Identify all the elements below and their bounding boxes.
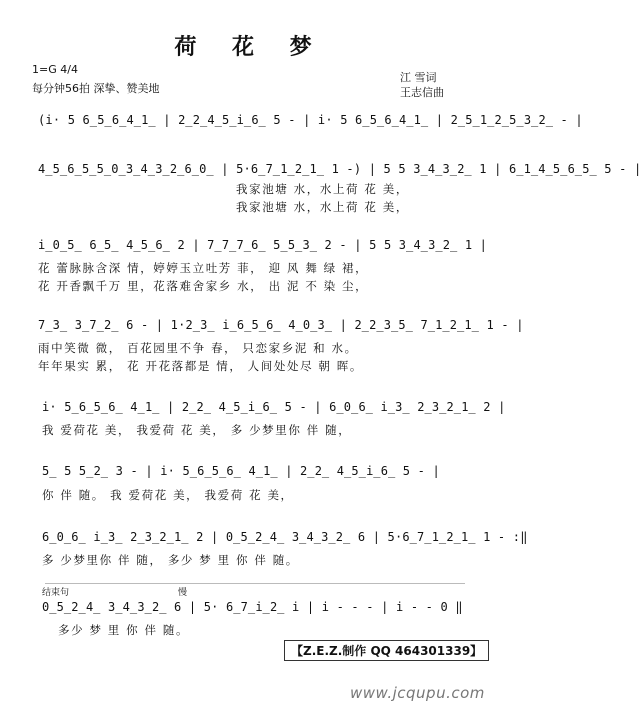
score-line-8: 0̲5̲2̲4̲ 3̲4̲3̲2̲ 6 | 5· 6̲7̲i̲2̲ i | i - - - | i - - 0 ‖ (42, 600, 463, 614)
score-line-2: 4̲5̲6̲5̲5̲0̲3̲4̲3̲2̲6̲0̲ | 5·6̲7̲1̲2̲1̲ 1 -) | 5 5 3̲4̲3̲2̲ 1 | 6̲1̲4̲5̲6̲5̲ 5 - | (38, 162, 641, 176)
score-line-4: 7̲3̲ 3̲7̲2̲ 6 - | 1·2̲3̲ i̲6̲5̲6̲ 4̲0̲3̲ | 2̲2̲3̲5̲ 7̲1̲2̲1̲ 1 - | (38, 318, 524, 332)
score-line-3: i̲0̲5̲ 6̲5̲ 4̲5̲6̲ 2 | 7̲7̲7̲6̲ 5̲5̲3̲ 2 - | 5 5 3̲4̲3̲2̲ 1 | (38, 238, 488, 252)
slow-marking: 慢 (178, 588, 188, 598)
lyric-line-6: 你 伴 随。 我 爱荷花 美， 我爱荷 花 美， (42, 488, 294, 502)
maker-credit: 【Z.E.Z.制作 QQ 464301339】 (284, 640, 489, 661)
lyric-line-7: 多 少梦里你 伴 随， 多少 梦 里 你 伴 随。 (42, 553, 299, 567)
composer-credit: 王志信曲 (400, 86, 444, 99)
lyricist-credit: 江 雪词 (400, 71, 437, 84)
lyric-line-4a: 雨中笑微 微， 百花园里不争 春， 只恋家乡泥 和 水。 (38, 341, 358, 355)
song-title: 荷 花 梦 (174, 34, 326, 60)
lyric-line-5: 我 爱荷花 美， 我爱荷 花 美， 多 少梦里你 伴 随， (42, 423, 352, 437)
score-line-5: i· 5̲6̲5̲6̲ 4̲1̲ | 2̲2̲ 4̲5̲i̲6̲ 5 - | 6̲0̲6̲ i̲3̲ 2̲3̲2̲1̲ 2 | (42, 400, 506, 414)
lyric-line-2b: 我家池塘 水，水上荷 花 美， (236, 200, 409, 214)
key-signature: 1=G 4/4 (32, 63, 78, 76)
tempo-marking: 每分钟56拍 深挚、赞美地 (32, 82, 160, 95)
ending-bracket-line (45, 583, 465, 584)
lyric-line-3b: 花 开香飘千万 里，花落难舍家乡 水， 出 泥 不 染 尘， (38, 279, 369, 293)
lyric-line-3a: 花 蕾脉脉含深 情，婷婷玉立吐芳 菲， 迎 风 舞 绿 裙， (38, 261, 369, 275)
ending-label: 结束句 (42, 588, 70, 598)
score-line-6: 5̲ 5 5̲2̲ 3 - | i· 5̲6̲5̲6̲ 4̲1̲ | 2̲2̲ 4̲5̲i̲6̲ 5 - | (42, 464, 440, 478)
lyric-line-4b: 年年果实 累， 花 开花落都是 情， 人间处处尽 朝 晖。 (38, 359, 363, 373)
site-watermark: www.jcqupu.com (350, 684, 485, 702)
score-line-7: 6̲0̲6̲ i̲3̲ 2̲3̲2̲1̲ 2 | 0̲5̲2̲4̲ 3̲4̲3̲2̲ 6 | 5·6̲7̲1̲2̲1̲ 1 - :‖ (42, 530, 528, 544)
score-line-1: (i· 5 6̲5̲6̲4̲1̲ | 2̲2̲4̲5̲i̲6̲ 5 - | i· 5 6̲5̲6̲4̲1̲ | 2̲5̲1̲2̲5̲3̲2̲ - | (38, 113, 583, 127)
lyric-line-2a: 我家池塘 水，水上荷 花 美， (236, 182, 409, 196)
lyric-line-8: 多少 梦 里 你 伴 随。 (58, 623, 190, 637)
